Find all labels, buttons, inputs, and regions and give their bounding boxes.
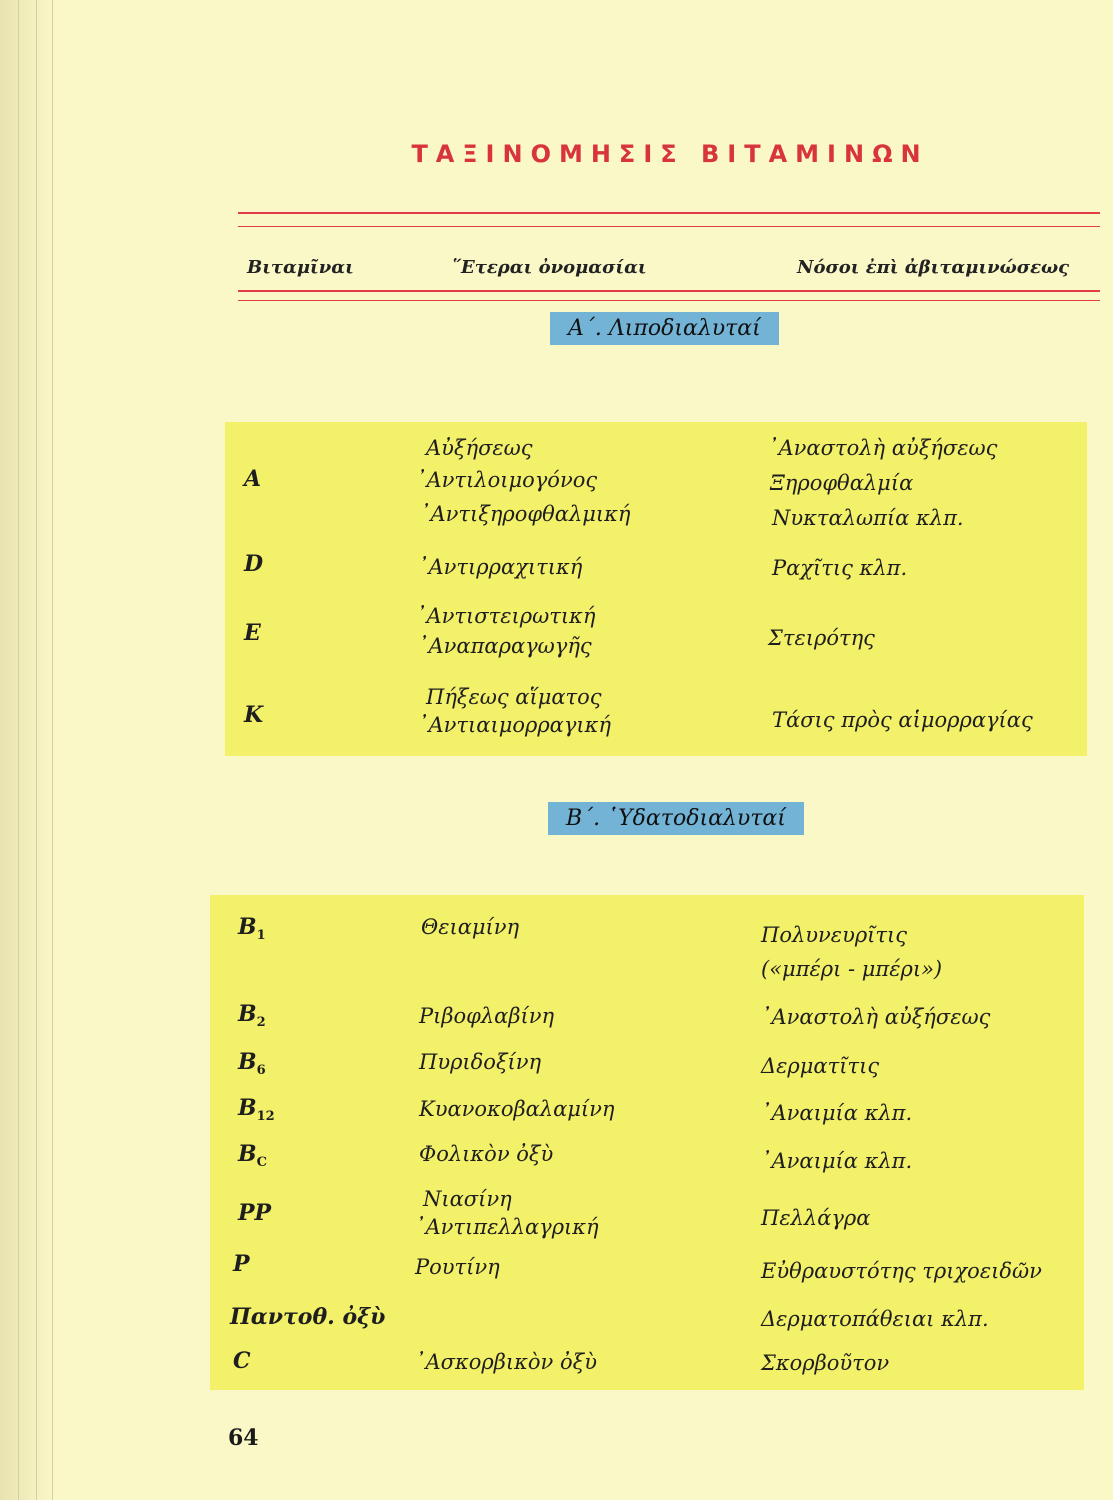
header-top-rule (238, 212, 1100, 214)
disease: Πολυνευρῖτις (761, 923, 908, 947)
vitamin-symbol: C (233, 1348, 251, 1374)
other-name: ᾿Αντιαιμορραγική (418, 713, 611, 737)
other-name: Πυριδοξίνη (419, 1050, 542, 1074)
disease: («μπέρι - μπέρι») (761, 957, 943, 981)
other-name: Ριβοφλαβίνη (419, 1004, 555, 1028)
page-number: 64 (228, 1425, 259, 1451)
disease: Δερματῖτις (761, 1054, 880, 1078)
disease: Πελλάγρα (761, 1206, 871, 1230)
disease: Τάσις πρὸς αἱμορραγίας (772, 708, 1033, 732)
header-bottom-rule-thin (238, 300, 1100, 301)
disease: ᾿Αναιμία κλπ. (761, 1101, 913, 1125)
vitamin-symbol: $B_2$ (238, 1001, 266, 1030)
vitamin-symbol: E (244, 620, 261, 646)
vitamin-symbol: $B_C$ (238, 1141, 267, 1170)
vitamin-symbol: A (244, 466, 262, 492)
disease: Στειρότης (768, 626, 875, 650)
column-header-diseases: Νόσοι ἐπὶ ἀβιταμινώσεως (797, 257, 1070, 278)
page-edge-line (36, 0, 37, 1500)
vitamin-symbol: Παντοθ. ὀξὺ (230, 1304, 386, 1330)
disease: Ξηροφθαλμία (770, 471, 914, 495)
page-edge-shadow (0, 0, 55, 1500)
disease: Δερματοπάθειαι κλπ. (761, 1307, 989, 1331)
column-header-vitamins: Βιταμῖναι (247, 257, 354, 278)
column-header-other-names: ῞Ετεραι ὀνομασίαι (452, 257, 647, 278)
other-name: ᾿Αντιστειρωτική (416, 604, 596, 628)
other-name: ᾿Αντιπελλαγρική (415, 1215, 599, 1239)
vitamin-symbol: P (233, 1251, 250, 1277)
vitamin-symbol: K (244, 702, 264, 728)
header-bottom-rule (238, 290, 1100, 292)
page-edge-line (18, 0, 19, 1500)
other-name: Φολικὸν ὀξὺ (419, 1142, 554, 1166)
other-name: Νιασίνη (423, 1187, 512, 1211)
section-band-fat-soluble (225, 422, 1087, 756)
other-name: ᾿Αντιρραχιτική (418, 555, 583, 579)
disease: ᾿Αναστολὴ αὐξήσεως (761, 1005, 991, 1029)
vitamin-symbol: $B_6$ (238, 1049, 266, 1078)
vitamin-symbol: $B_{12}$ (238, 1095, 275, 1124)
disease: Νυκταλωπία κλπ. (772, 506, 964, 530)
header-top-rule-thin (238, 226, 1100, 227)
disease: Ραχῖτις κλπ. (772, 556, 908, 580)
vitamin-symbol: $B_1$ (238, 914, 266, 943)
other-name: ᾿Αναπαραγωγῆς (418, 634, 592, 658)
page-edge-line (52, 0, 53, 1500)
other-name: Ρουτίνη (415, 1255, 500, 1279)
section-label-water-soluble: Β΄. ῾Υδατοδιαλυταί (548, 802, 804, 835)
vitamin-symbol: PP (238, 1200, 272, 1226)
vitamin-symbol: D (244, 551, 264, 577)
other-name: Θειαμίνη (421, 915, 520, 939)
other-name: Κυανοκοβαλαμίνη (419, 1097, 615, 1121)
other-name: Αὐξήσεως (426, 436, 533, 460)
section-label-fat-soluble: Α΄. Λιποδιαλυταί (550, 312, 779, 345)
other-name: ᾿Ασκορβικὸν ὀξὺ (415, 1350, 597, 1374)
disease: ᾿Αναστολὴ αὐξήσεως (768, 436, 998, 460)
disease: ᾿Αναιμία κλπ. (761, 1149, 913, 1173)
other-name: Πήξεως αἵματος (426, 685, 602, 709)
disease: Εὐθραυστότης τριχοειδῶν (761, 1259, 1042, 1283)
other-name: ᾿Αντιλοιμογόνος (416, 468, 598, 492)
page-title: ΤΑΞΙΝΟΜΗΣΙΣ ΒΙΤΑΜΙΝΩΝ (411, 140, 929, 168)
disease: Σκορβοῦτον (761, 1351, 890, 1375)
other-name: ᾿Αντιξηροφθαλμική (420, 502, 631, 526)
